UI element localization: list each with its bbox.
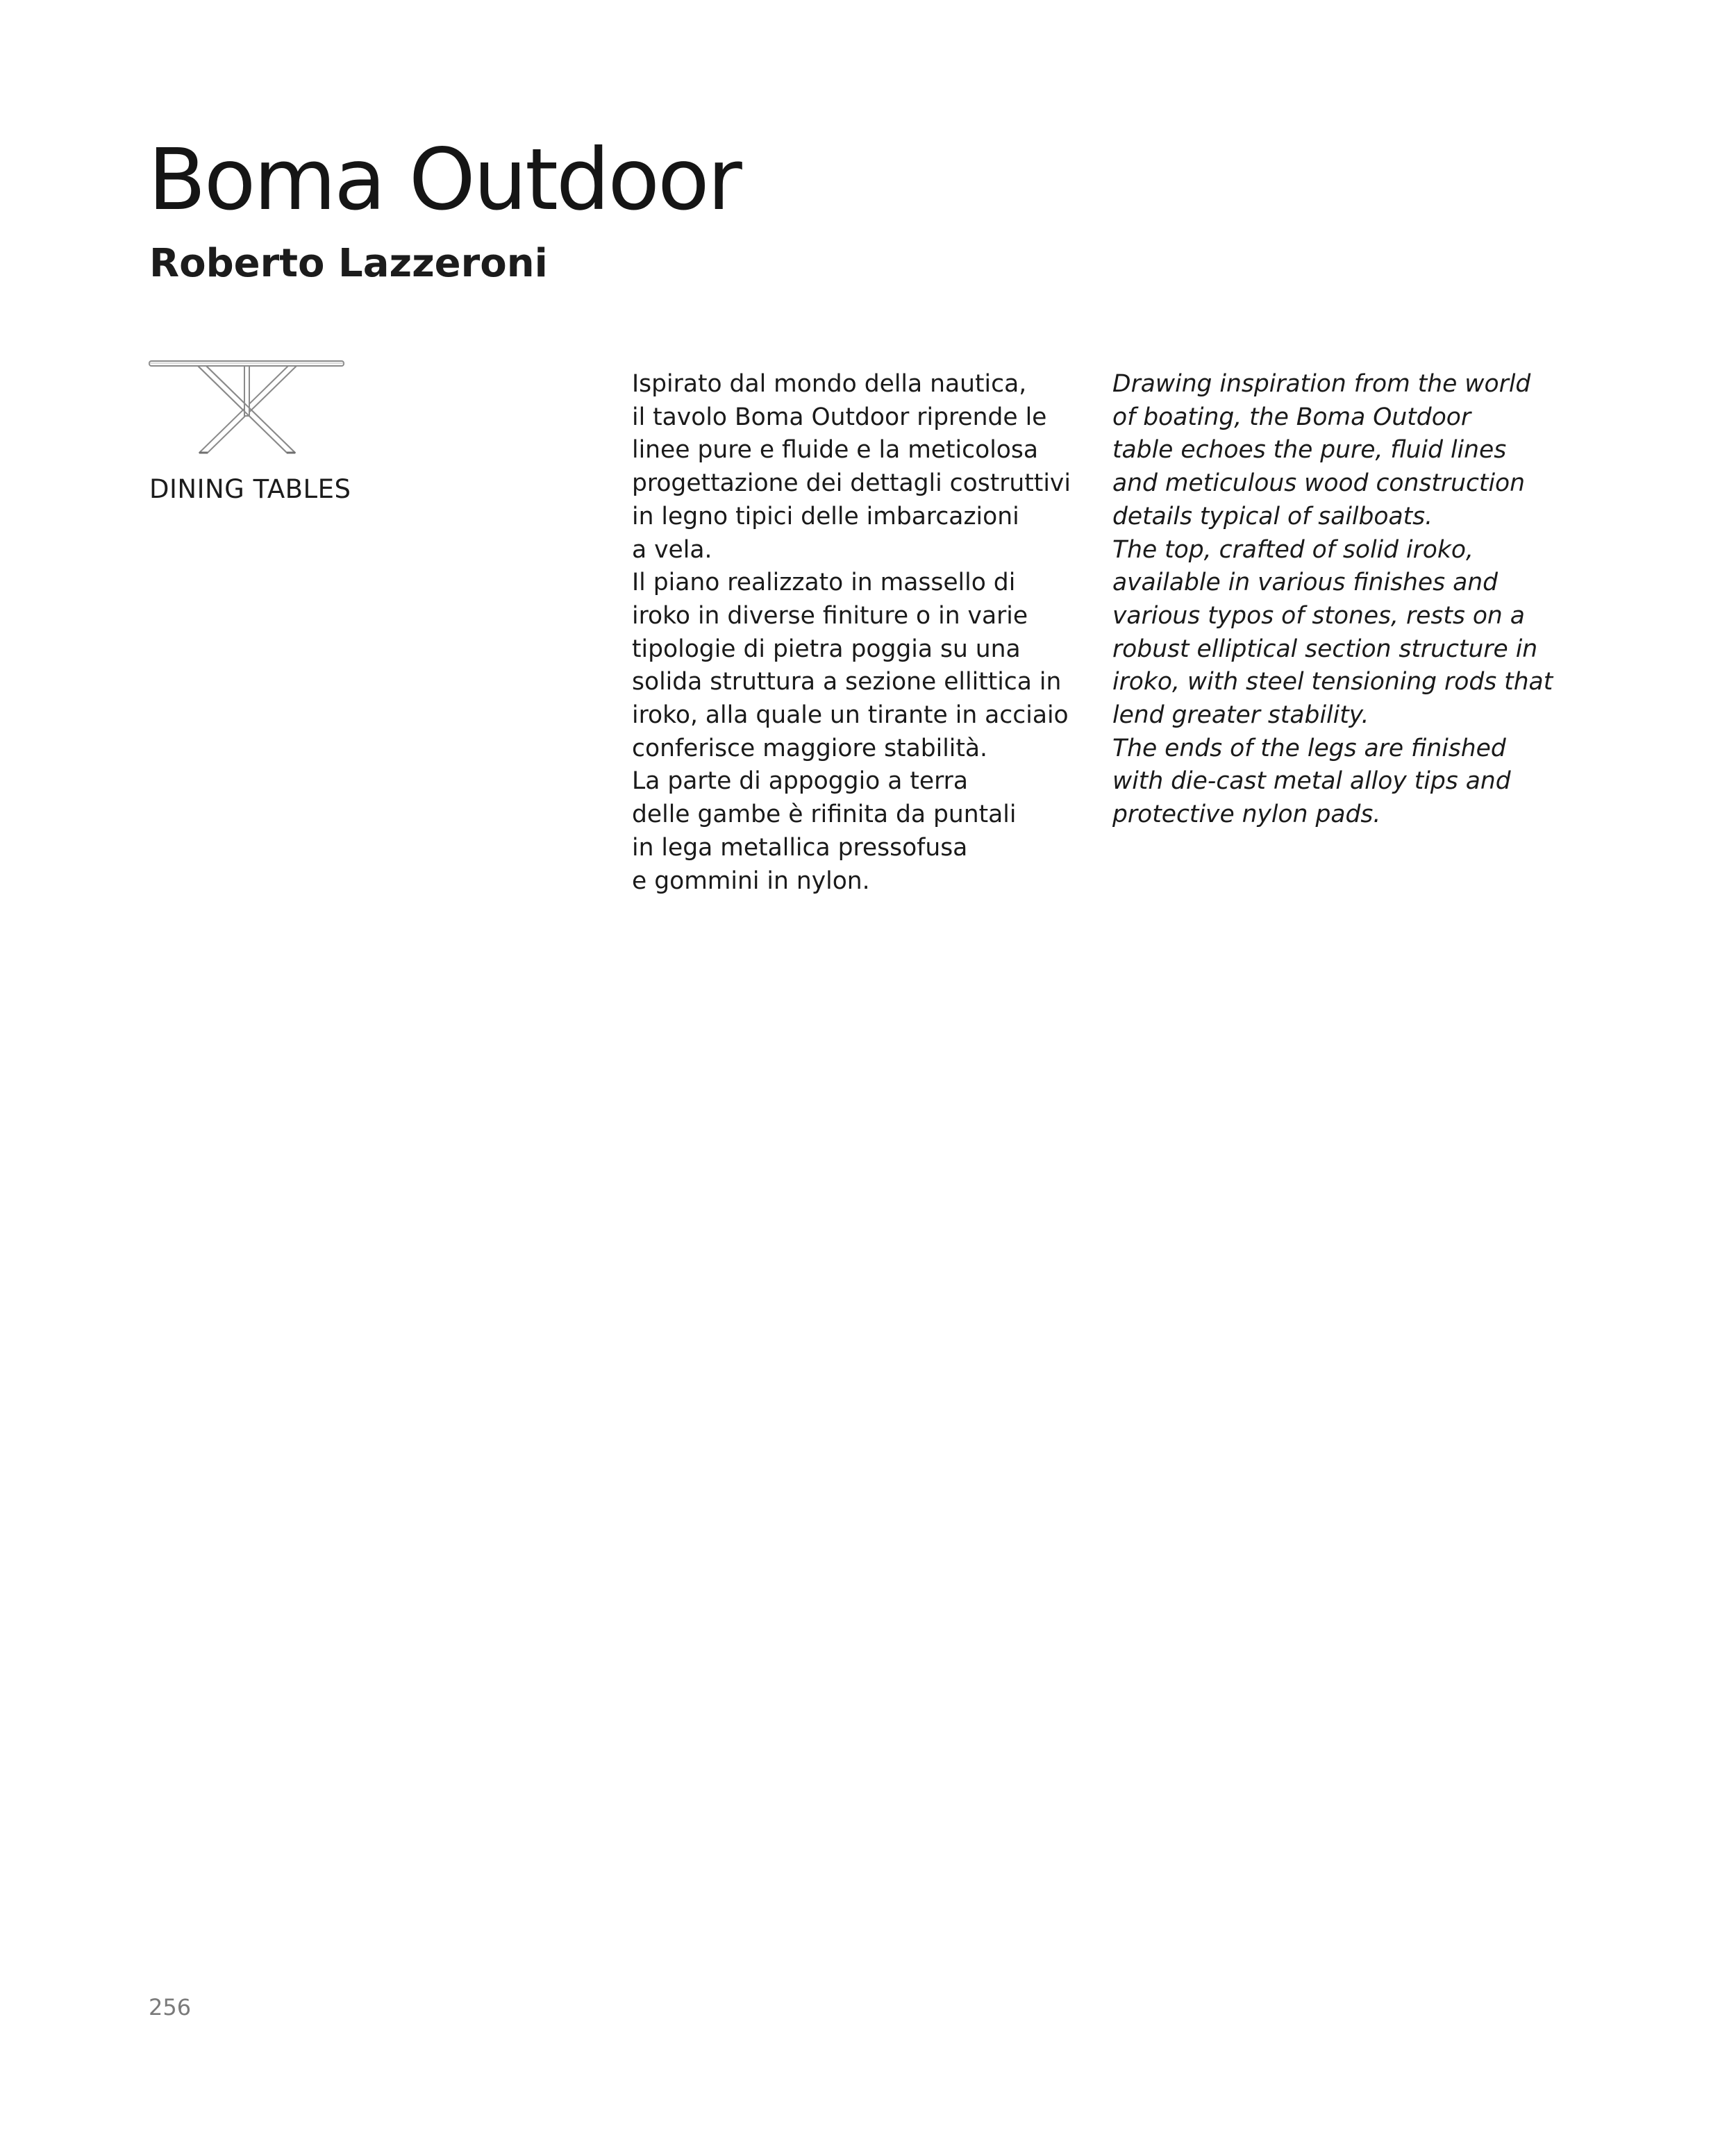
description-line: various typos of stones, rests on a [1112,601,1525,630]
description-line: La parte di appoggio a terra [632,767,968,796]
description-line: Ispirato dal mondo della nautica, [632,370,1027,398]
description-line: The ends of the legs are finished [1112,734,1506,762]
designer-name: Roberto Lazzeroni [149,241,548,286]
description-line: tipologie di pietra poggia su una [632,635,1021,663]
description-line: Il piano realizzato in massello di [632,569,1016,597]
description-line: progettazione dei dettagli costruttivi [632,469,1071,498]
description-line: lend greater stability. [1112,701,1369,730]
description-line: and meticulous wood construction [1112,469,1525,498]
description-line: iroko, alla quale un tirante in acciaio [632,701,1069,730]
description-line: e gommini in nylon. [632,867,870,895]
description-line: table echoes the pure, fluid lines [1112,436,1507,464]
description-line: delle gambe è rifinita da puntali [632,801,1017,829]
description-line: iroko, with steel tensioning rods that [1112,668,1553,696]
description-line: a vela. [632,535,712,564]
category-label: DINING TABLES [149,474,351,504]
page-number: 256 [149,1994,192,2020]
description-line: protective nylon pads. [1112,801,1381,829]
description-line: details typical of sailboats. [1112,502,1433,530]
description-line: conferisce maggiore stabilità. [632,734,988,762]
description-line: robust elliptical section structure in [1112,635,1538,663]
description-line: of boating, the Boma Outdoor [1112,403,1471,431]
description-line: in legno tipici delle imbarcazioni [632,502,1019,530]
description-english [1112,368,1553,832]
page-title: Boma Outdoor [148,131,740,229]
description-line: in lega metallica pressofusa [632,833,968,862]
description-italian [632,368,1071,898]
description-line: il tavolo Boma Outdoor riprende le [632,403,1047,431]
dining-table-icon [148,355,346,460]
description-line: iroko in diverse finiture o in varie [632,601,1028,630]
description-line: solida struttura a sezione ellittica in [632,668,1062,696]
description-line: available in various finishes and [1112,569,1498,597]
description-line: with die-cast metal alloy tips and [1112,767,1511,796]
description-line: The top, crafted of solid iroko, [1112,535,1474,564]
description-line: Drawing inspiration from the world [1112,370,1531,398]
description-line: linee pure e fluide e la meticolosa [632,436,1039,464]
